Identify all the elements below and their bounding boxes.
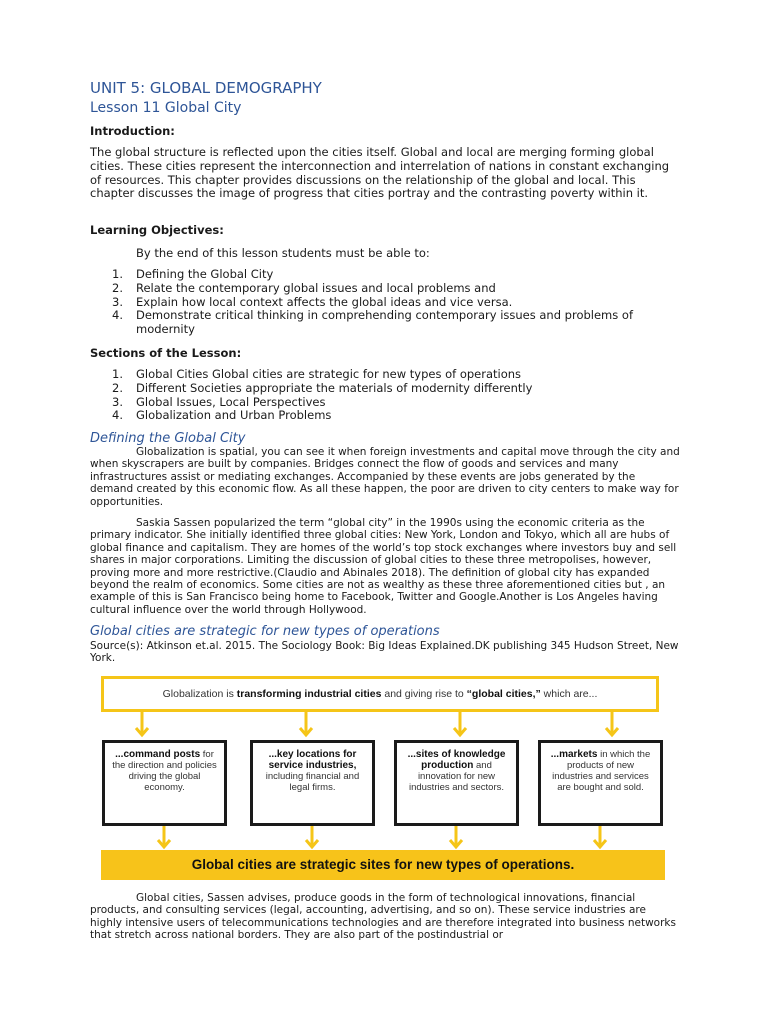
objectives-list	[90, 268, 680, 337]
list-item: 3. Explain how local context affects the global ideas and vice versa.	[112, 294, 513, 309]
list-item: 2. Relate the contemporary global issues and local problems and	[112, 280, 496, 295]
section-heading-strategic: Global cities are strategic for new types of operations	[90, 624, 440, 639]
arrow-down-icon	[604, 712, 620, 738]
source-citation: Source(s): Atkinson et.al. 2015. The Sociology Book: Big Ideas Explained.DK publishing 345 Hudson Street, New York.	[90, 640, 679, 665]
arrow-down-icon	[592, 826, 608, 850]
arrow-down-icon	[156, 826, 172, 850]
unit-title: UNIT 5: GLOBAL DEMOGRAPHY	[90, 79, 322, 97]
section-heading-defining: Defining the Global City	[90, 431, 246, 446]
global-cities-infographic	[90, 672, 678, 882]
arrow-down-icon	[134, 712, 150, 738]
list-item: 4. Globalization and Urban Problems	[112, 408, 332, 423]
info-box-command-posts: ...command posts for the direction and policies driving the global economy.	[102, 740, 227, 826]
introduction-heading: Introduction:	[90, 124, 175, 138]
info-box-key-locations: ...key locations for service industries, including financial and legal firms.	[250, 740, 375, 826]
defining-paragraph-2: Saskia Sassen popularized the term “global city” in the 1990s using the economic criteria as the primary indicator. She initially identified three global cities: New York, London and Tokyo, which all are hubs of global finance and capitalism. They are homes of the world’s top stock exchanges where investors buy and sell shares in major corporations. Limiting the discussion of global cities to these three metropolises, however, proving more and more restrictive.(Claudio and Abinales 2018). The definition of global city has expanded beyond the realm of economics. Some cities are not as wealthy as these three aforementioned cities but , an example of this is San Francisco being home to Facebook, Twitter and Google.Another is Los Angeles having cultural influence over the world through Hollywood.	[90, 517, 677, 616]
list-item: 2. Different Societies appropriate the materials of modernity differently	[112, 380, 533, 395]
arrow-down-icon	[298, 712, 314, 738]
lesson-title: Lesson 11 Global City	[90, 100, 242, 116]
objectives-intro: By the end of this lesson students must be able to:	[136, 246, 430, 260]
introduction-text: The global structure is reflected upon the cities itself. Global and local are merging forming global cities. These cities represent the interconnection and interrelation of nations in constant exchanging of resources. This chapter provides discussions on the relationship of the global and local. This chapter discusses the image of progress that cities portray and the contrasting poverty within it.	[90, 145, 670, 201]
closing-paragraph: Global cities, Sassen advises, produce goods in the form of technological innovations, financial products, and consulting services (legal, accounting, advertising, and so on). These service industries are highly intensive users of telecommunications technologies and are therefore integrated into business networks that stretch across national borders. They are also part of the postindustrial or	[90, 892, 676, 942]
objectives-heading: Learning Objectives:	[90, 223, 224, 237]
list-item: 3. Global Issues, Local Perspectives	[112, 394, 326, 409]
defining-paragraph-1: Globalization is spatial, you can see it when foreign investments and capital move through the city and when skyscrapers are built by companies. Bridges connect the flow of goods and services and many infrastructures assist or mediating exchanges. Accompanied by these events are jobs generated by the demand created by this economic flow. As all these happen, the poor are driven to city centers to make way for opportunities.	[90, 446, 680, 508]
list-item: 1. Defining the Global City	[112, 267, 274, 281]
arrow-down-icon	[448, 826, 464, 850]
infographic-bottom-banner	[101, 850, 665, 880]
arrow-down-icon	[304, 826, 320, 850]
sections-list	[90, 368, 680, 423]
infographic-top-text: Globalization is transforming industrial cities and giving rise to “global cities,” which are...	[162, 688, 598, 700]
sections-heading: Sections of the Lesson:	[90, 346, 242, 360]
infographic-bottom-text: Global cities are strategic sites for new types of operations.	[191, 857, 575, 872]
arrow-down-icon	[452, 712, 468, 738]
list-item: 4. Demonstrate critical thinking in comprehending contemporary issues and problems of modernity	[112, 308, 633, 337]
list-item: 1. Global Cities Global cities are strategic for new types of operations	[112, 367, 522, 381]
info-box-markets: ...markets in which the products of new industries and services are bought and sold.	[538, 740, 663, 826]
infographic-top-banner	[101, 676, 659, 712]
info-box-knowledge-production: ...sites of knowledge production and innovation for new industries and sectors.	[394, 740, 519, 826]
